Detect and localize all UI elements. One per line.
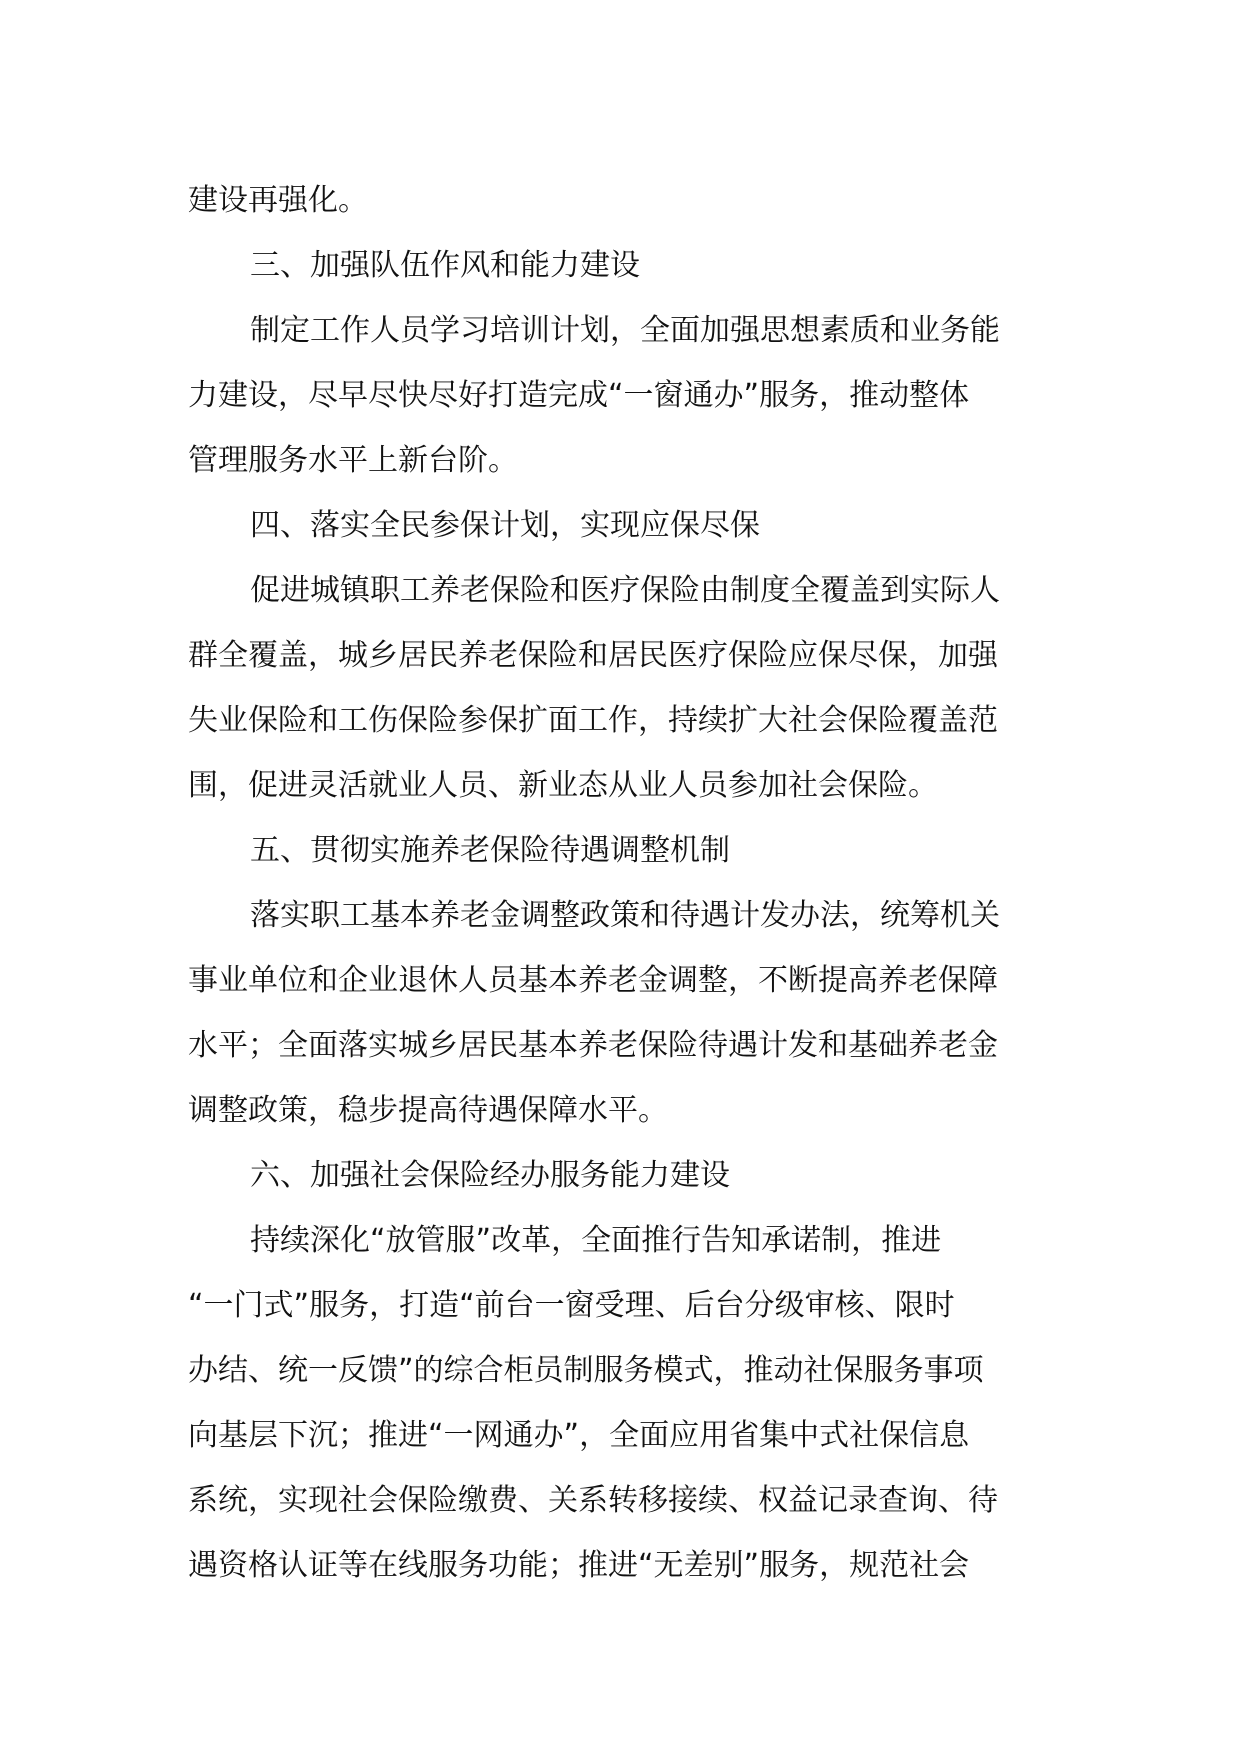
paragraph-line: 促进城镇职工养老保险和医疗保险由制度全覆盖到实际人 <box>250 573 1000 608</box>
section-heading-5: 五、贯彻实施养老保险待遇调整机制 <box>250 833 730 868</box>
paragraph-line: 持续深化“放管服”改革，全面推行告知承诺制，推进 <box>250 1223 942 1258</box>
paragraph-line: 力建设，尽早尽快尽好打造完成“一窗通办”服务，推动整体 <box>188 378 970 413</box>
paragraph-line: “一门式”服务，打造“前台一窗受理、后台分级审核、限时 <box>188 1288 955 1323</box>
document-body <box>188 168 1068 1598</box>
section-heading-6: 六、加强社会保险经办服务能力建设 <box>250 1158 730 1193</box>
paragraph-line: 办结、统一反馈”的综合柜员制服务模式，推动社保服务事项 <box>188 1353 984 1388</box>
paragraph-line: 制定工作人员学习培训计划，全面加强思想素质和业务能 <box>250 313 1000 348</box>
paragraph-line: 事业单位和企业退休人员基本养老金调整，不断提高养老保障 <box>188 963 998 998</box>
paragraph-line: 调整政策，稳步提高待遇保障水平。 <box>188 1093 668 1128</box>
paragraph-line: 围，促进灵活就业人员、新业态从业人员参加社会保险。 <box>188 768 938 803</box>
paragraph-line: 失业保险和工伤保险参保扩面工作，持续扩大社会保险覆盖范 <box>188 703 998 738</box>
paragraph-line: 水平；全面落实城乡居民基本养老保险待遇计发和基础养老金 <box>188 1028 998 1063</box>
paragraph-line: 落实职工基本养老金调整政策和待遇计发办法，统筹机关 <box>250 898 1000 933</box>
section-heading-4: 四、落实全民参保计划，实现应保尽保 <box>250 508 760 543</box>
paragraph-line: 遇资格认证等在线服务功能；推进“无差别”服务，规范社会 <box>188 1548 970 1583</box>
paragraph-line: 向基层下沉；推进“一网通办”，全面应用省集中式社保信息 <box>188 1418 970 1453</box>
paragraph-line: 群全覆盖，城乡居民养老保险和居民医疗保险应保尽保，加强 <box>188 638 998 673</box>
paragraph-line: 管理服务水平上新台阶。 <box>188 443 518 478</box>
paragraph-line: 系统，实现社会保险缴费、关系转移接续、权益记录查询、待 <box>188 1483 998 1518</box>
paragraph-line: 建设再强化。 <box>188 183 368 218</box>
section-heading-3: 三、加强队伍作风和能力建设 <box>250 248 640 283</box>
